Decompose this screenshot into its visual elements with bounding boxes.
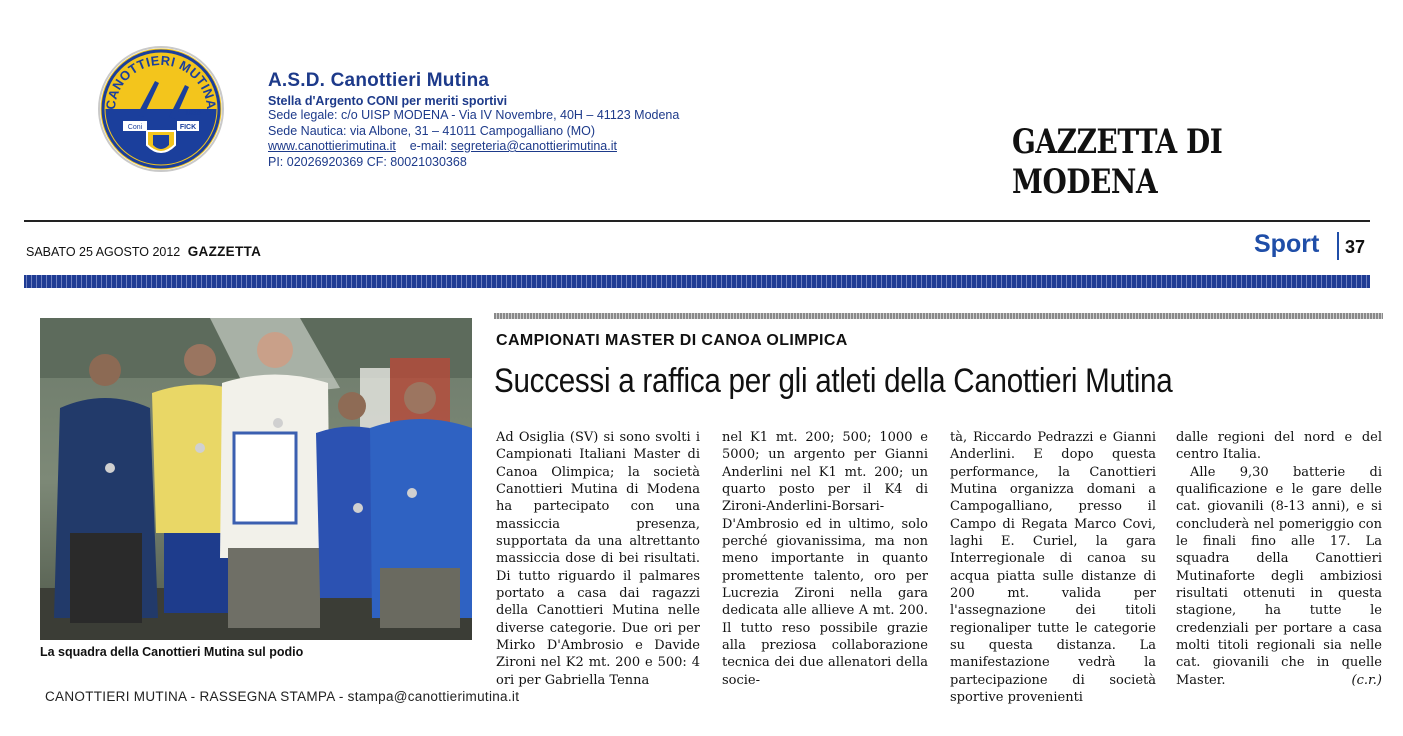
logo-club-text: CANOTTIERI MUTINA [102,52,220,111]
author-signature: (c.r.) [1351,672,1382,688]
page-number: 37 [1345,237,1366,257]
club-name: A.S.D. Canottieri Mutina [268,70,490,91]
top-rule [24,220,1370,222]
article-headline: Successi a raffica per gli atleti della Canottieri Mutina [494,362,1173,400]
section-band [24,275,1370,288]
article-column-4 [1176,429,1382,689]
team-podium-photo [40,318,472,640]
dateline [26,244,261,259]
club-logo [97,45,225,173]
section-divider [1337,232,1339,260]
section-name: Sport [1254,230,1320,258]
column-1-text: Ad Osiglia (SV) si sono svolti i Campionati Italiani Master di Canoa Olimpica; la società Canottieri Mutina di Modena ha partecipato con una massiccia presenza, supportata da una altrettanto massiccia dose di bei risultati. Di tutto riguardo il palmares portato a casa dai ragazzi della Canottieri Mutina nelle diverse categorie. Due ori per Mirko D'Ambrosio e Davide Zironi nel K2 mt. 200 e 500: 4 ori per Gabriella Tenna [496,430,700,688]
logo-fick-text: FICK [179,124,197,131]
column-4-body: Alle 9,30 batterie di qualificazione e le gare delle cat. giovanili (8-13 anni), e si concluderà nel pomeriggio con le finali fino alle 17. La squadra della Canottieri Mutinaforte degli ambiziosi risultati ottenuti in questa stagione, ha tutte le credenziali per portare a casa molti titoli regionali sia nelle cat. giovanili che in quelle Master. [1176,464,1382,688]
press-review-footer: CANOTTIERI MUTINA - RASSEGNA STAMPA - stampa@canottierimutina.it [45,689,520,704]
article-column-1 [496,429,700,689]
issue-date: SABATO 25 AGOSTO 2012 [26,245,181,259]
column-4-text-2 [1176,464,1382,689]
newspaper-masthead: GAZZETTA DI MODENA [1012,122,1223,202]
article-column-2 [722,429,928,689]
legal-address: Sede legale: c/o UISP MODENA - Via IV Novembre, 40H – 41123 Modena [268,108,680,122]
club-letterhead [268,70,679,170]
email-label: e-mail: [409,139,448,153]
contact-line [268,139,679,155]
paper-name: GAZZETTA [187,244,262,259]
article-column-3 [950,429,1156,707]
website-link[interactable]: www.canottierimutina.it [268,139,396,153]
article-kicker: CAMPIONATI MASTER DI CANOA OLIMPICA [496,332,848,349]
kicker-rule [494,313,1383,319]
column-3-text: tà, Riccardo Pedrazzi e Gianni Anderlini. E dopo questa performance, la Canottieri Mutina organizza domani a Campogalliano, presso il Campo di Regata Marco Covi, laghi E. Curiel, la gara Interregionale di canoa su acqua piatta sulle distanze di 200 mt. valida per l'assegnazione dei titoli regionaliper tutte le categorie su questa distanza. La manifestazione vedrà la partecipazione di società sportive provenienti [950,430,1156,706]
email-link[interactable]: segreteria@canottierimutina.it [450,139,617,153]
logo-coni-text: Coni [127,124,143,131]
tax-ids: PI: 02026920369 CF: 80021030368 [268,154,467,169]
logo-year-text: 1930 [185,110,201,117]
club-award: Stella d'Argento CONI per meriti sportivi [268,94,508,108]
column-2-text: nel K1 mt. 200; 500; 1000 e 5000; un argento per Gianni Anderlini nel K1 mt. 200; un quarto posto per il K4 di Zironi-Anderlini-Borsari-D'Ambrosio ed in ultimo, solo perché giovanissima, ma non meno importante in quanto promettente talento, oro per Lucrezia Zironi nella gara dedicata alle allieve A mt. 200. Il tutto reso possibile grazie alla preziosa collaborazione tecnica dei due allenatori della socie- [722,430,928,688]
photo-caption: La squadra della Canottieri Mutina sul podio [40,645,304,659]
column-4-text-1: dalle regioni del nord e del centro Italia. [1176,430,1382,463]
nautical-address: Sede Nautica: via Albone, 31 – 41011 Campogalliano (MO) [268,123,596,138]
